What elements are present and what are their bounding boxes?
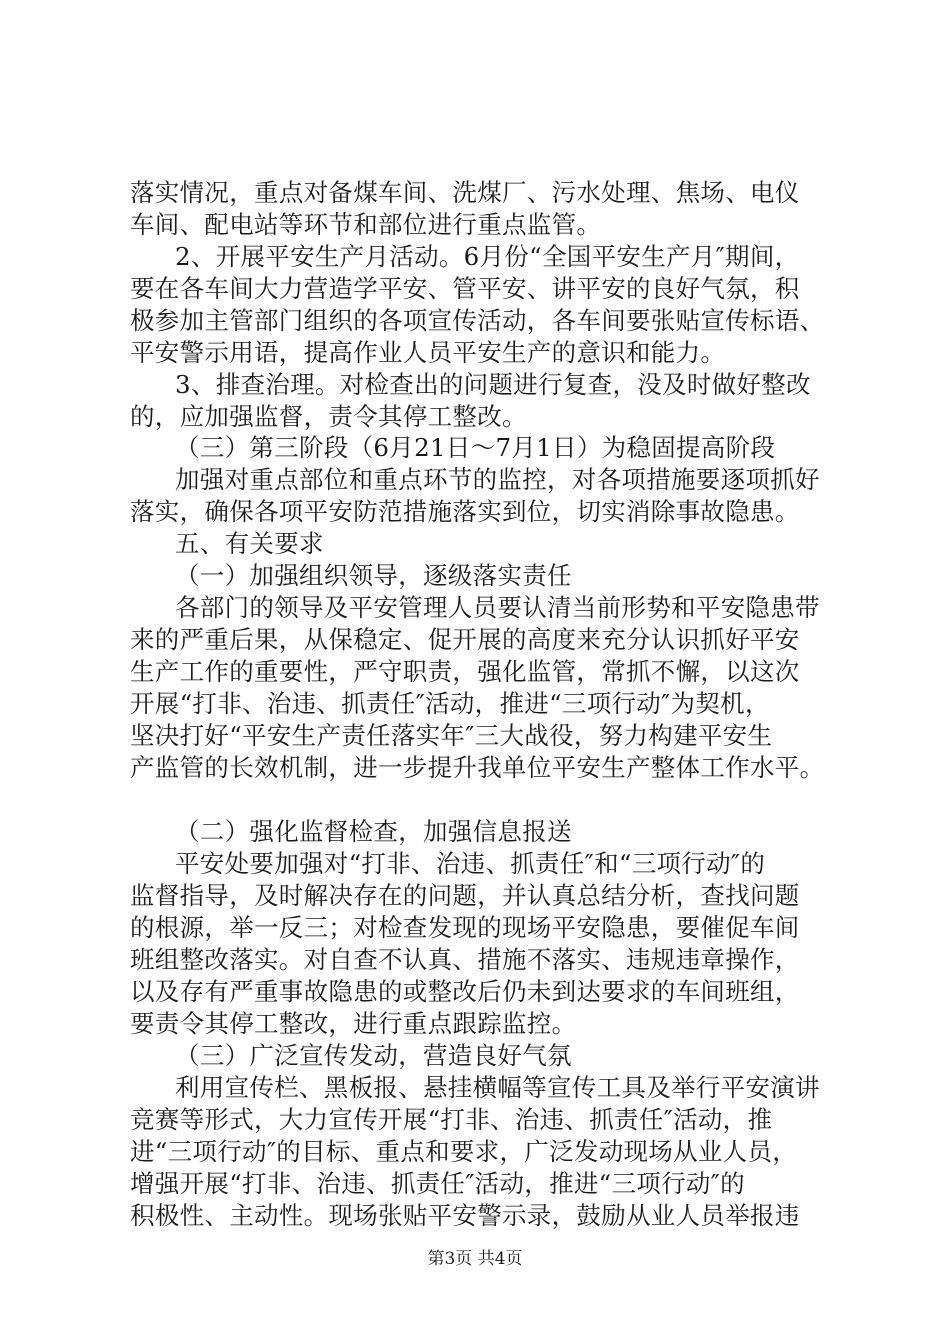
body-text-line: 班组整改落实。对自查不认真、措施不落实、违规违章操作，	[130, 945, 800, 974]
body-text-line: 2、开展平安生产月活动。6月份“全国平安生产月″期间，	[175, 242, 800, 271]
body-text-line: 进“三项行动″的目标、重点和要求，广泛发动现场从业人员，	[130, 1137, 798, 1166]
body-text-line: 平安处要加强对“打非、治违、抓责任″和“三项行动″的	[175, 849, 766, 878]
body-text-line: 要责令其停工整改，进行重点跟踪监控。	[130, 1009, 577, 1038]
body-text-line: 开展“打非、治违、抓责任″活动，推进“三项行动″为契机，	[130, 689, 770, 718]
body-text-line: 落实情况，重点对备煤车间、洗煤厂、污水处理、焦场、电仪	[130, 178, 800, 207]
body-text-line: 落实，确保各项平安防范措施落实到位，切实消除事故隐患。	[130, 497, 800, 526]
body-text-line: 的根源，举一反三；对检查发现的现场平安隐患，要催促车间	[130, 913, 800, 942]
body-text-line: 各部门的领导及平安管理人员要认清当前形势和平安隐患带	[175, 593, 820, 622]
section-heading: （三）广泛宣传发动，营造良好气氛	[175, 1041, 572, 1070]
body-text-line: 要在各车间大力营造学平安、管平安、讲平安的良好气氛，积	[130, 274, 800, 303]
page-number-footer: 第3页 共4页	[427, 1249, 523, 1269]
body-text-line: 积极性、主动性。现场张贴平安警示录，鼓励从业人员举报违	[130, 1201, 800, 1230]
body-text-line: 来的严重后果，从保稳定、促开展的高度来充分认识抓好平安	[130, 625, 800, 654]
body-text-line: 极参加主管部门组织的各项宣传活动，各车间要张贴宣传标语、	[130, 306, 825, 335]
body-text-line: 利用宣传栏、黑板报、悬挂横幅等宣传工具及举行平安演讲	[175, 1073, 820, 1102]
section-heading: 五、有关要求	[175, 529, 324, 558]
body-text-line: 坚决打好“平安生产责任落实年″三大战役，努力构建平安生	[130, 721, 773, 750]
body-text-line: 3、排查治理。对检查出的问题进行复查，没及时做好整改	[175, 370, 811, 399]
body-text-line: 竞赛等形式，大力宣传开展“打非、治违、抓责任″活动，推	[130, 1105, 773, 1134]
body-text-line: 平安警示用语，提高作业人员平安生产的意识和能力。	[130, 338, 726, 367]
body-text-line: 加强对重点部位和重点环节的监控，对各项措施要逐项抓好	[175, 465, 820, 494]
section-heading: （三）第三阶段（6月21日～7月1日）为稳固提高阶段	[175, 433, 776, 462]
body-text-line: 增强开展“打非、治违、抓责任″活动，推进“三项行动″的	[130, 1169, 745, 1198]
body-text-line: 产监管的长效机制，进一步提升我单位平安生产整体工作水平。	[130, 753, 825, 782]
body-text-line: 以及存有严重事故隐患的或整改后仍未到达要求的车间班组，	[130, 977, 800, 1006]
body-text-line: 车间、配电站等环节和部位进行重点监管。	[130, 210, 602, 239]
body-text-line: 监督指导，及时解决存在的问题，并认真总结分析，查找问题	[130, 881, 800, 910]
body-text-line: 生产工作的重要性，严守职责，强化监管，常抓不懈，以这次	[130, 657, 800, 686]
section-heading: （一）加强组织领导，逐级落实责任	[175, 561, 572, 590]
body-text-line: 的，应加强监督，责令其停工整改。	[130, 402, 527, 431]
section-heading: （二）强化监督检查，加强信息报送	[175, 817, 572, 846]
